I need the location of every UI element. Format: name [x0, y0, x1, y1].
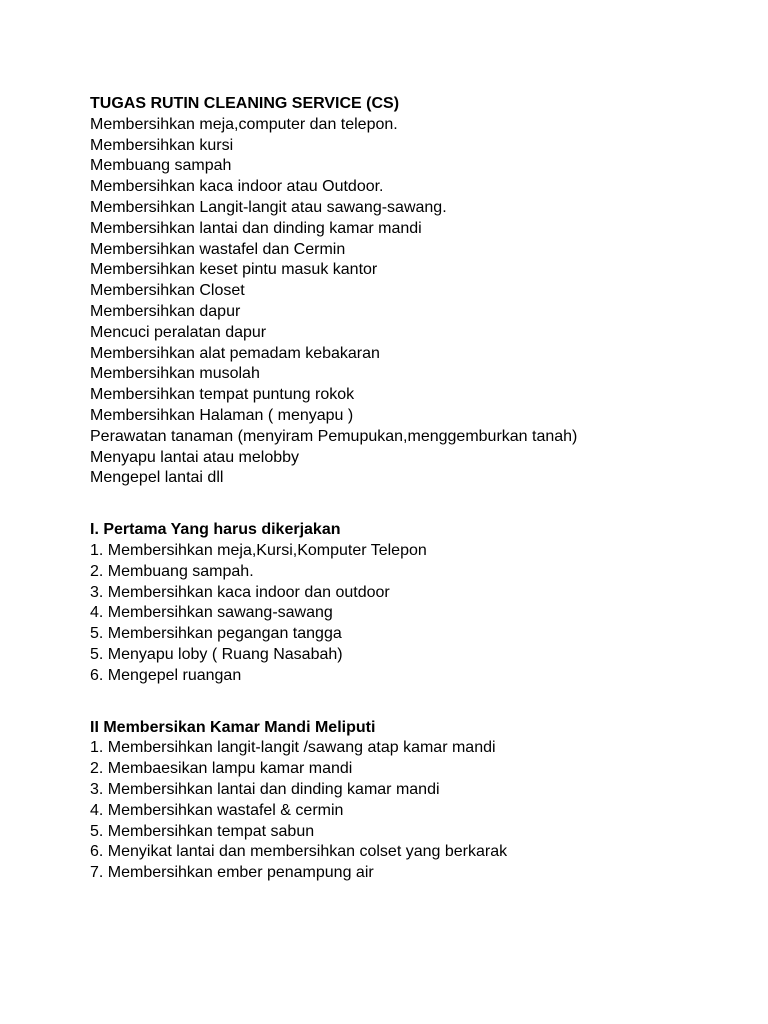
- list-item: 2. Membaesikan lampu kamar mandi: [90, 760, 353, 778]
- list-item: Membersihkan Langit-langit atau sawang-sawang.: [90, 198, 447, 216]
- list-item: 1. Membersihkan meja,Kursi,Komputer Telepon: [90, 541, 427, 559]
- list-item: Mengepel lantai dll: [90, 469, 224, 487]
- list-item: 5. Membersihkan tempat sabun: [90, 822, 315, 840]
- section-heading: I. Pertama Yang harus dikerjakan: [90, 521, 341, 539]
- section-heading: TUGAS RUTIN CLEANING SERVICE (CS): [90, 95, 400, 112]
- list-item: 4. Membersihkan sawang-sawang: [90, 604, 333, 622]
- list-item: Membuang sampah: [90, 157, 232, 175]
- list-item: 4. Membersihkan wastafel & cermin: [90, 801, 344, 819]
- list-item: 2. Membuang sampah.: [90, 562, 254, 580]
- list-item: Membersihkan dapur: [90, 302, 241, 320]
- list-item: Membersihkan tempat puntung rokok: [90, 386, 355, 404]
- list-item: 7. Membersihkan ember penampung air: [90, 864, 374, 882]
- list-item: 6. Menyikat lantai dan membersihkan colset yang berkarak: [90, 843, 508, 861]
- list-item: Membersihkan keset pintu masuk kantor: [90, 261, 378, 279]
- section-heading: II Membersikan Kamar Mandi Meliputi: [90, 718, 376, 736]
- list-item: Membersihkan Closet: [90, 282, 245, 300]
- section-spacer: [90, 687, 750, 718]
- list-item: 1. Membersihkan langit-langit /sawang atap kamar mandi: [90, 739, 496, 757]
- list-item: Membersihkan musolah: [90, 365, 260, 383]
- section-spacer: [90, 489, 750, 520]
- list-item: Membersihkan alat pemadam kebakaran: [90, 344, 380, 362]
- section-bathroom-tasks: [90, 718, 750, 884]
- list-item: Perawatan tanaman (menyiram Pemupukan,menggemburkan tanah): [90, 427, 578, 445]
- list-item: Membersihkan wastafel dan Cermin: [90, 240, 346, 258]
- list-item: 5. Membersihkan pegangan tangga: [90, 625, 342, 643]
- list-item: Membersihkan Halaman ( menyapu ): [90, 406, 354, 424]
- list-item: 3. Membersihkan lantai dan dinding kamar mandi: [90, 780, 440, 798]
- document-page: [90, 94, 750, 884]
- list-item: Membersihkan meja,computer dan telepon.: [90, 115, 398, 133]
- list-item: 3. Membersihkan kaca indoor dan outdoor: [90, 583, 390, 601]
- list-item: Membersihkan lantai dan dinding kamar mandi: [90, 219, 422, 237]
- section-routine-tasks: [90, 94, 750, 489]
- list-item: 6. Mengepel ruangan: [90, 666, 242, 684]
- section-first-tasks: [90, 520, 750, 686]
- list-item: Membersihkan kaca indoor atau Outdoor.: [90, 178, 384, 196]
- list-item: Menyapu lantai atau melobby: [90, 448, 300, 466]
- list-item: 5. Menyapu loby ( Ruang Nasabah): [90, 645, 343, 663]
- list-item: Mencuci peralatan dapur: [90, 323, 267, 341]
- list-item: Membersihkan kursi: [90, 136, 234, 154]
